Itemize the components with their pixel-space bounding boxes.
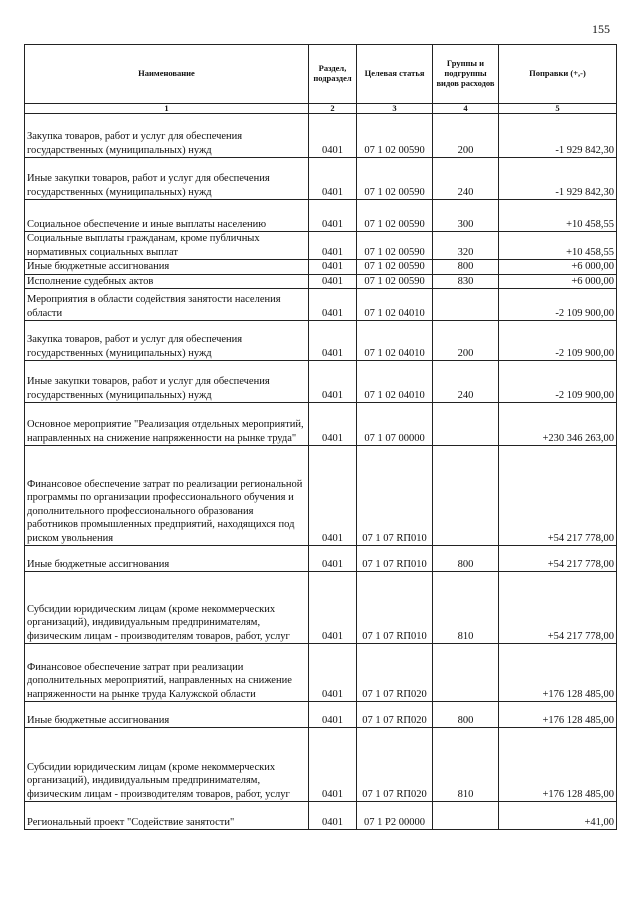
table-row [25, 572, 617, 644]
row-section: 0401 [309, 232, 357, 260]
budget-table [24, 44, 617, 830]
row-amount: +6 000,00 [499, 260, 617, 275]
row-name: Региональный проект "Содействие занятости" [25, 802, 309, 830]
table-header-row [25, 45, 617, 104]
row-target: 07 1 07 RП010 [357, 446, 433, 546]
table-row [25, 403, 617, 446]
row-group: 320 [433, 232, 499, 260]
table-row [25, 274, 617, 289]
row-section: 0401 [309, 728, 357, 802]
table-row [25, 644, 617, 702]
table-row [25, 321, 617, 361]
row-target: 07 1 02 00590 [357, 114, 433, 158]
row-target: 07 1 02 00590 [357, 158, 433, 200]
row-amount: +176 128 485,00 [499, 702, 617, 728]
table-row [25, 446, 617, 546]
row-amount: -1 929 842,30 [499, 114, 617, 158]
row-target: 07 1 02 00590 [357, 200, 433, 232]
header-name: Наименование [25, 45, 309, 104]
row-amount: -2 109 900,00 [499, 289, 617, 321]
row-target: 07 1 02 00590 [357, 274, 433, 289]
row-target: 07 1 02 04010 [357, 361, 433, 403]
row-section: 0401 [309, 644, 357, 702]
column-number-row [25, 104, 617, 114]
row-group: 830 [433, 274, 499, 289]
row-amount: +41,00 [499, 802, 617, 830]
row-target: 07 1 07 RП020 [357, 702, 433, 728]
row-name: Финансовое обеспечение затрат по реализации региональной программы по организации профессионального обучения и дополнительного профессионального образования работников промышленных предприятий, находящихся под риском увольнения [25, 446, 309, 546]
row-section: 0401 [309, 546, 357, 572]
table-row [25, 114, 617, 158]
row-group: 800 [433, 260, 499, 275]
row-name: Субсидии юридическим лицам (кроме некоммерческих организаций), индивидуальным предпринимателям, физическим лицам - производителям товаров, работ, услуг [25, 728, 309, 802]
row-group: 240 [433, 158, 499, 200]
table-row [25, 158, 617, 200]
row-section: 0401 [309, 260, 357, 275]
column-number: 1 [25, 104, 309, 114]
row-name: Иные бюджетные ассигнования [25, 702, 309, 728]
row-target: 07 1 02 00590 [357, 260, 433, 275]
row-amount: +54 217 778,00 [499, 572, 617, 644]
row-section: 0401 [309, 702, 357, 728]
table-row [25, 232, 617, 260]
row-name: Социальное обеспечение и иные выплаты населению [25, 200, 309, 232]
row-name: Иные закупки товаров, работ и услуг для обеспечения государственных (муниципальных) нужд [25, 361, 309, 403]
row-target: 07 1 07 RП020 [357, 728, 433, 802]
row-amount: +176 128 485,00 [499, 728, 617, 802]
row-group: 200 [433, 114, 499, 158]
row-name: Социальные выплаты гражданам, кроме публичных нормативных социальных выплат [25, 232, 309, 260]
row-name: Иные закупки товаров, работ и услуг для обеспечения государственных (муниципальных) нужд [25, 158, 309, 200]
column-number: 5 [499, 104, 617, 114]
row-target: 07 1 02 04010 [357, 289, 433, 321]
row-amount: -2 109 900,00 [499, 361, 617, 403]
row-section: 0401 [309, 158, 357, 200]
row-amount: +10 458,55 [499, 200, 617, 232]
row-name: Мероприятия в области содействия занятости населения области [25, 289, 309, 321]
row-section: 0401 [309, 572, 357, 644]
row-name: Субсидии юридическим лицам (кроме некоммерческих организаций), индивидуальным предпринимателям, физическим лицам - производителям товаров, работ, услуг [25, 572, 309, 644]
row-group [433, 403, 499, 446]
row-name: Закупка товаров, работ и услуг для обеспечения государственных (муниципальных) нужд [25, 321, 309, 361]
row-target: 07 1 07 00000 [357, 403, 433, 446]
row-name: Основное мероприятие "Реализация отдельных мероприятий, направленных на снижение напряженности на рынке труда" [25, 403, 309, 446]
row-name: Финансовое обеспечение затрат при реализации дополнительных мероприятий, направленных на снижение напряженности на рынке труда Калужской области [25, 644, 309, 702]
table-row [25, 702, 617, 728]
row-amount: +54 217 778,00 [499, 446, 617, 546]
table-row [25, 200, 617, 232]
table-row [25, 361, 617, 403]
header-target: Целевая статья [357, 45, 433, 104]
row-target: 07 1 P2 00000 [357, 802, 433, 830]
column-number: 4 [433, 104, 499, 114]
row-amount: +10 458,55 [499, 232, 617, 260]
row-amount: +176 128 485,00 [499, 644, 617, 702]
row-group: 300 [433, 200, 499, 232]
row-target: 07 1 07 RП010 [357, 546, 433, 572]
header-amount: Поправки (+,-) [499, 45, 617, 104]
row-section: 0401 [309, 802, 357, 830]
row-group [433, 289, 499, 321]
row-target: 07 1 02 04010 [357, 321, 433, 361]
row-group: 200 [433, 321, 499, 361]
row-name: Закупка товаров, работ и услуг для обеспечения государственных (муниципальных) нужд [25, 114, 309, 158]
row-section: 0401 [309, 114, 357, 158]
row-target: 07 1 02 00590 [357, 232, 433, 260]
row-group: 810 [433, 728, 499, 802]
row-group [433, 802, 499, 830]
header-section: Раздел, подраздел [309, 45, 357, 104]
row-name: Иные бюджетные ассигнования [25, 546, 309, 572]
row-section: 0401 [309, 274, 357, 289]
row-amount: -1 929 842,30 [499, 158, 617, 200]
row-section: 0401 [309, 200, 357, 232]
row-group: 810 [433, 572, 499, 644]
table-row [25, 546, 617, 572]
table-row [25, 802, 617, 830]
row-group [433, 644, 499, 702]
row-section: 0401 [309, 289, 357, 321]
row-amount: -2 109 900,00 [499, 321, 617, 361]
row-target: 07 1 07 RП020 [357, 644, 433, 702]
row-section: 0401 [309, 361, 357, 403]
page-number: 155 [592, 22, 610, 36]
row-target: 07 1 07 RП010 [357, 572, 433, 644]
row-amount: +54 217 778,00 [499, 546, 617, 572]
row-amount: +6 000,00 [499, 274, 617, 289]
table-row [25, 289, 617, 321]
column-number: 2 [309, 104, 357, 114]
row-name: Исполнение судебных актов [25, 274, 309, 289]
row-section: 0401 [309, 321, 357, 361]
row-group: 240 [433, 361, 499, 403]
column-number: 3 [357, 104, 433, 114]
header-group: Группы и подгруппы видов расходов [433, 45, 499, 104]
row-name: Иные бюджетные ассигнования [25, 260, 309, 275]
table-row [25, 260, 617, 275]
row-group [433, 446, 499, 546]
table-row [25, 728, 617, 802]
row-section: 0401 [309, 403, 357, 446]
row-section: 0401 [309, 446, 357, 546]
row-amount: +230 346 263,00 [499, 403, 617, 446]
row-group: 800 [433, 702, 499, 728]
row-group: 800 [433, 546, 499, 572]
